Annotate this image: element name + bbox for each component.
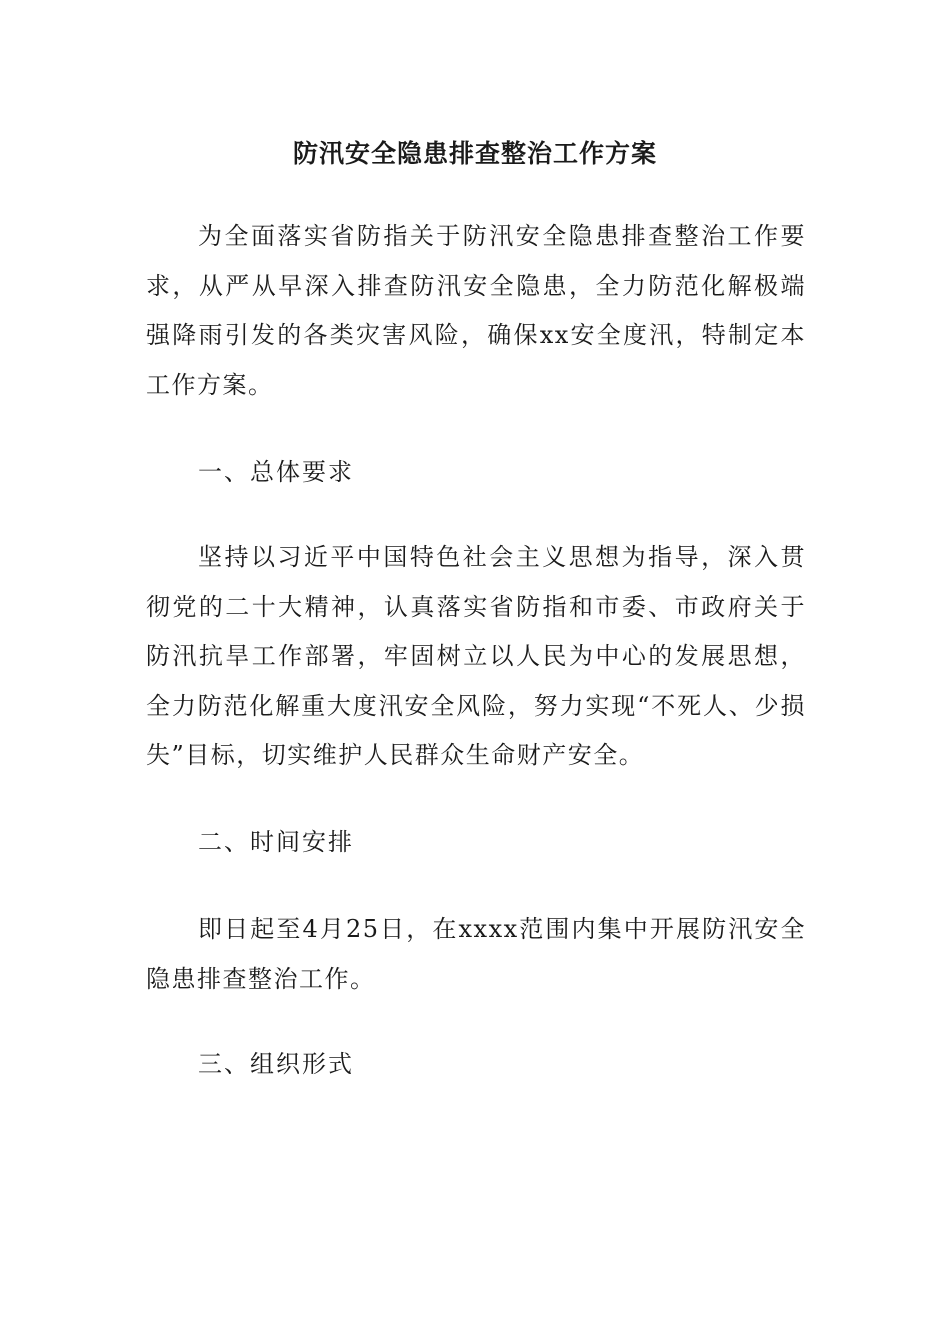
section-heading-organization: 三、组织形式 — [198, 1050, 354, 1078]
section-heading-schedule: 二、时间安排 — [198, 828, 354, 856]
section-body-schedule: 即日起至4月25日，在xxxx范围内集中开展防汛安全隐患排查整治工作。 — [146, 915, 806, 993]
document-title: 防汛安全隐患排查整治工作方案 — [292, 139, 657, 168]
intro-paragraph: 为全面落实省防指关于防汛安全隐患排查整治工作要求，从严从早深入排查防汛安全隐患，全力防范化解极端强降雨引发的各类灾害风险，确保xx安全度汛，特制定本工作方案。 — [146, 222, 806, 399]
section-body-general-requirements: 坚持以习近平中国特色社会主义思想为指导，深入贯彻党的二十大精神，认真落实省防指和市委、市政府关于防汛抗旱工作部署，牢固树立以人民为中心的发展思想，全力防范化解重大度汛安全风险，努力实现“不死人、少损失”目标，切实维护人民群众生命财产安全。 — [146, 543, 806, 769]
section-heading-general-requirements: 一、总体要求 — [198, 458, 354, 486]
